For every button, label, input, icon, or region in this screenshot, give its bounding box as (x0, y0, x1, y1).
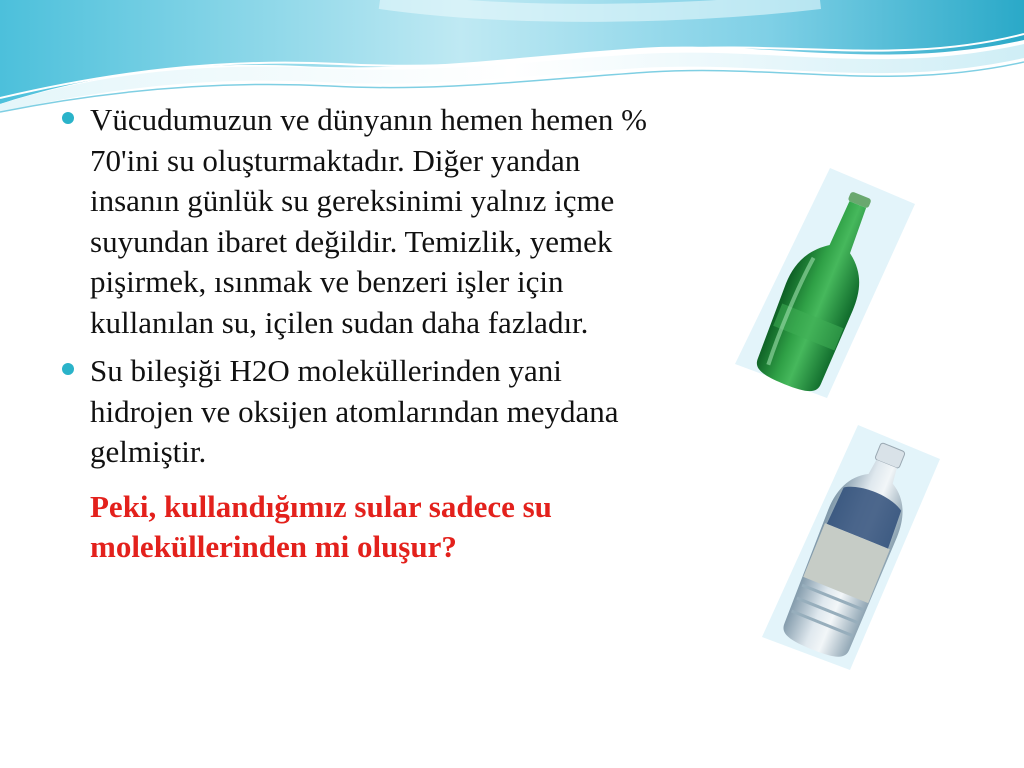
bullet-item (60, 351, 660, 473)
bullet-text: Su bileşiği H2O moleküllerinden yani hidrojen ve oksijen atomlarından meydana gelmiştir. (90, 353, 619, 469)
bullet-item (60, 100, 660, 343)
question-text: Peki, kullandığımız sular sadece su moleküllerinden mi oluşur? (90, 488, 552, 564)
slide-content (60, 100, 660, 568)
bullet-text: Vücudumuzun ve dünyanın hemen hemen % 70'ini su oluşturmaktadır. Diğer yandan insanın günlük su gereksinimi yalnız içme suyundan ibaret değildir. Temizlik, yemek pişirmek, ısınmak ve benzeri işler için kullanılan su, içilen sudan daha fazladır. (90, 102, 647, 340)
bullet-dot-icon (62, 112, 74, 124)
green-glass-bottle-icon (735, 168, 915, 398)
plastic-water-bottle-icon (762, 425, 940, 670)
bullet-dot-icon (62, 363, 74, 375)
